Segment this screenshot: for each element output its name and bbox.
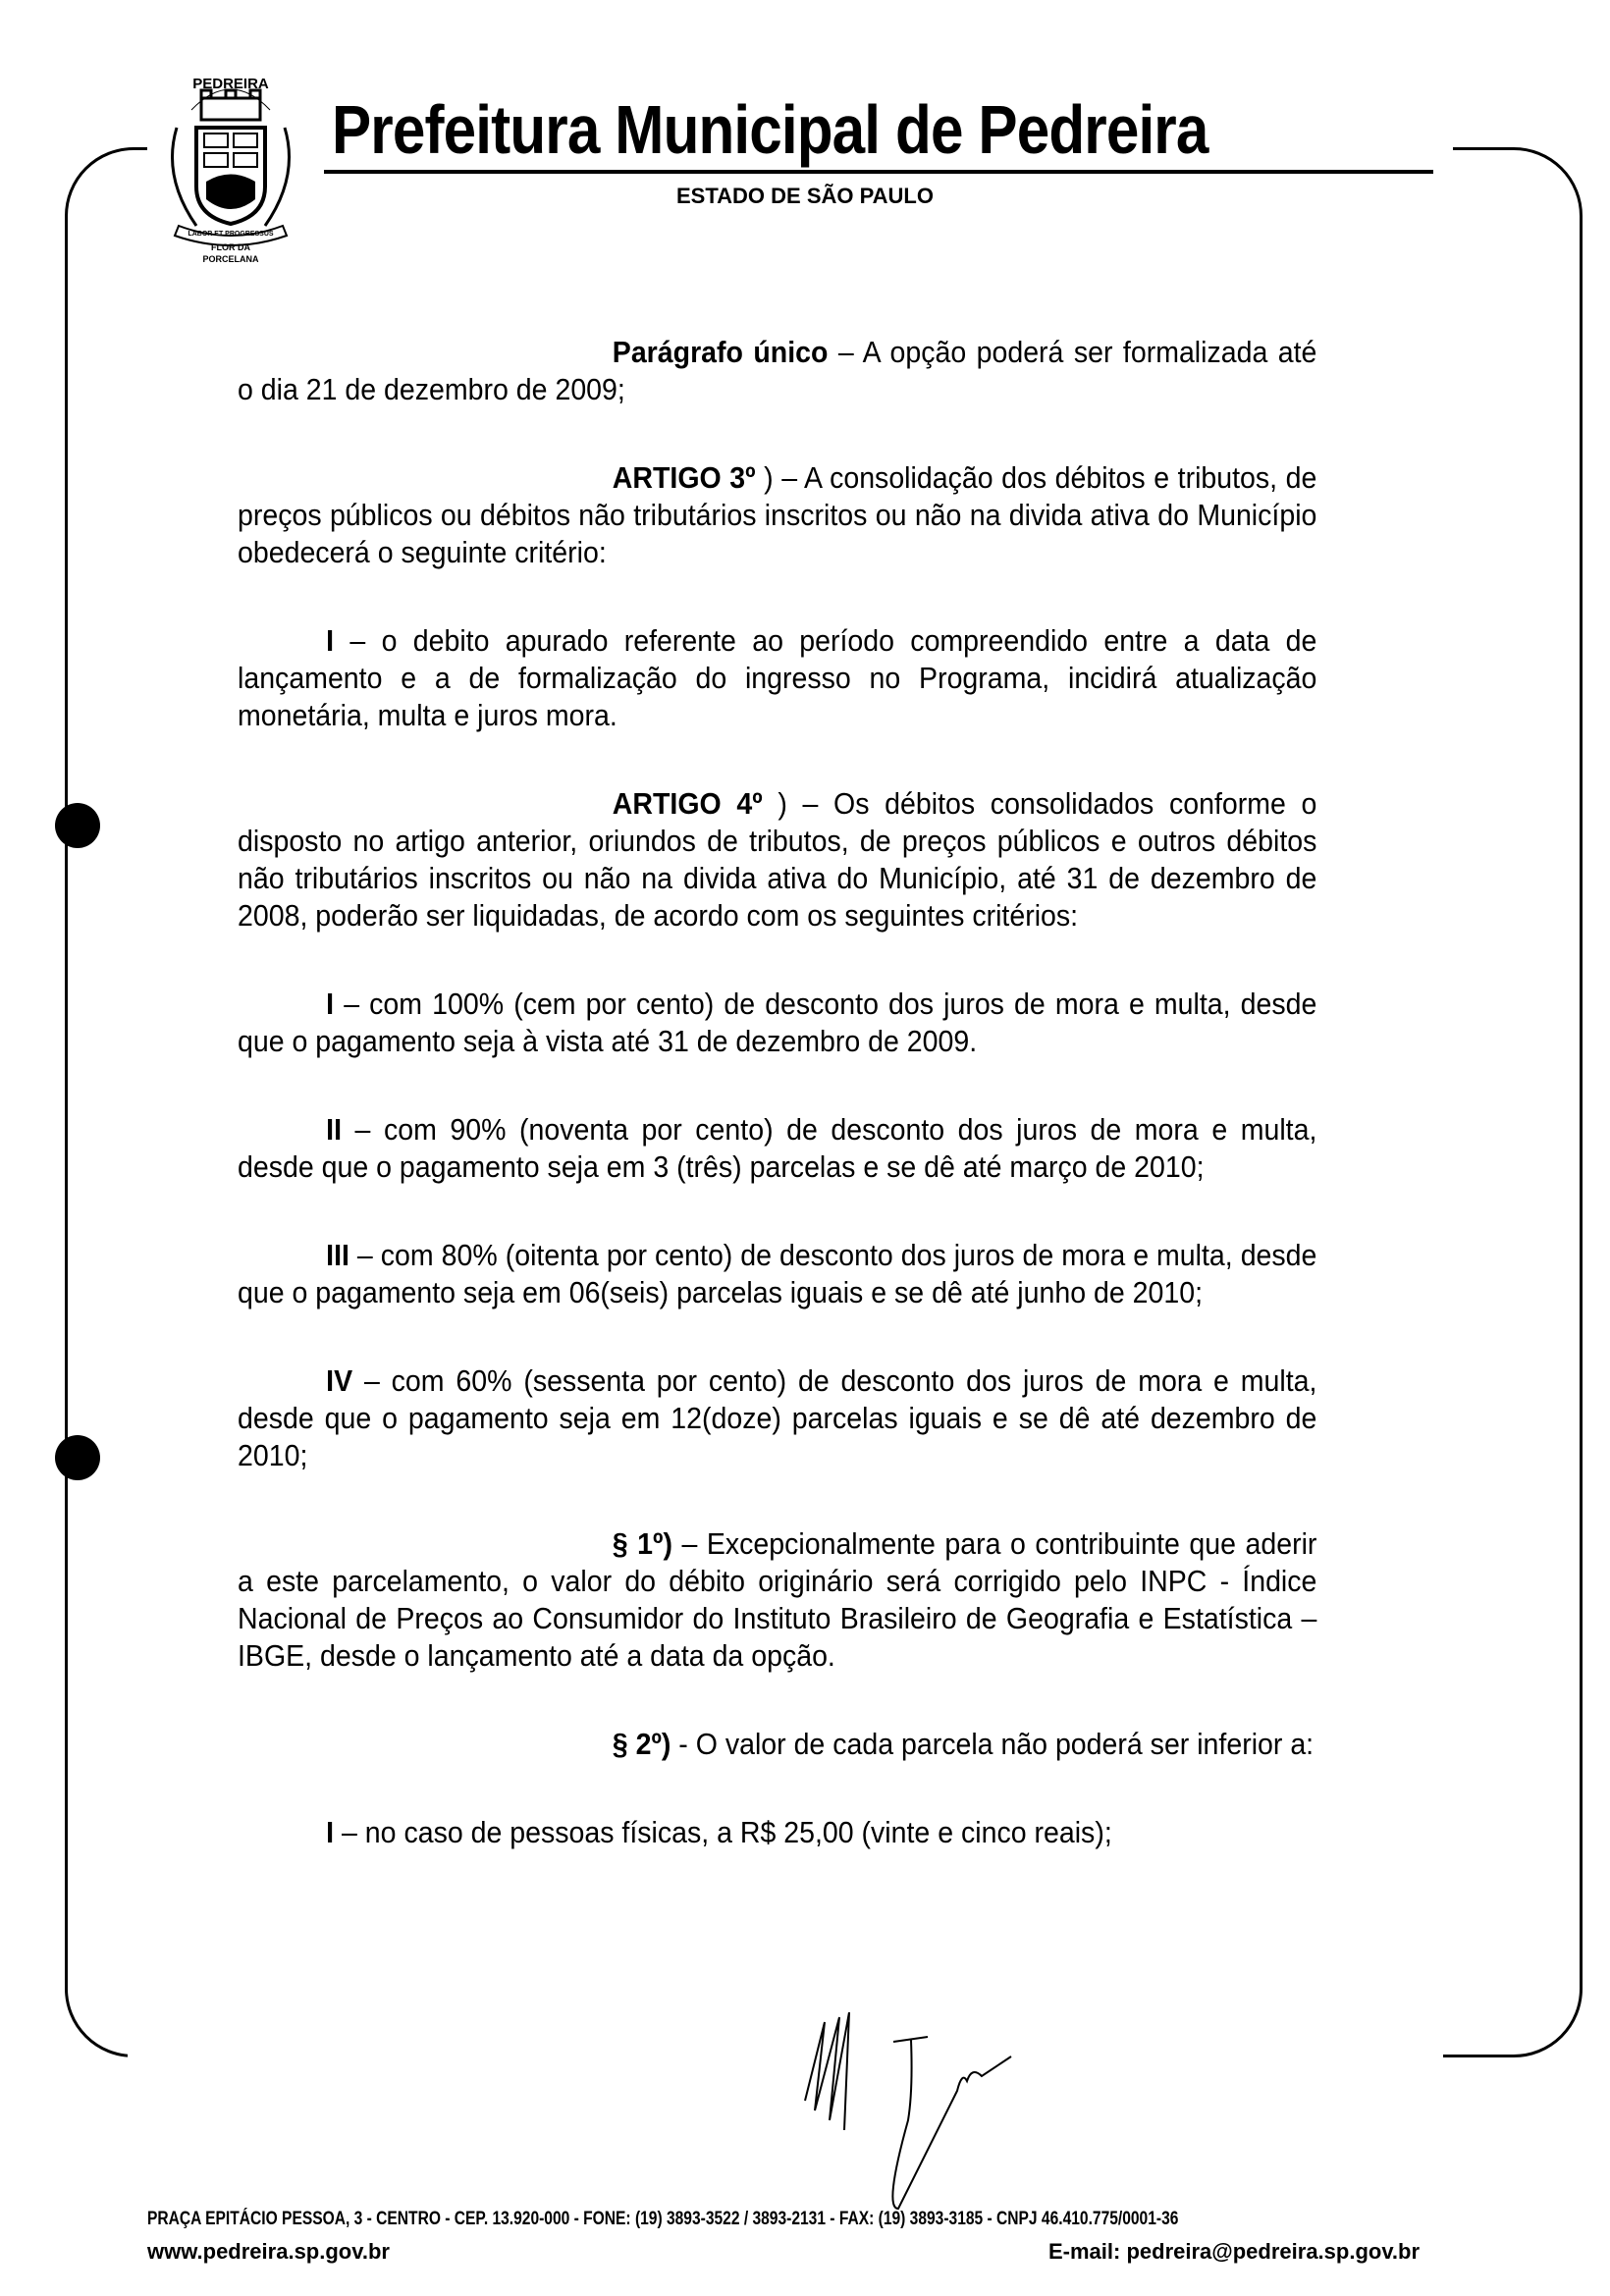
paragraph-text: – com 80% (oitenta por cento) de desconto dos juros de mora e multa, desde que o pagamento seja em 06(seis) parcelas iguais e se dê até junho de 2010; (238, 1238, 1317, 1309)
footer-address: PRAÇA EPITÁCIO PESSOA, 3 - CENTRO - CEP. 13.920-000 - FONE: (19) 3893-3522 / 3893-2131 - FAX: (19) 3893-3185 - CNPJ 46.410.775/0001-36 (147, 2209, 1179, 2229)
svg-text:PEDREIRA: PEDREIRA (192, 76, 269, 92)
header-rule (324, 170, 1433, 174)
svg-text:FLOR DA: FLOR DA (211, 242, 250, 252)
article-3 (238, 459, 1316, 571)
document-body (238, 334, 1316, 1902)
paragraph-text: – com 60% (sessenta por cento) de desconto dos juros de mora e multa, desde que o pagamento seja em 12(doze) parcelas iguais e se dê até dezembro de 2010; (238, 1363, 1317, 1472)
svg-text:LABOR ET PROGRESSUS: LABOR ET PROGRESSUS (188, 231, 274, 238)
article-4-item-4 (238, 1362, 1316, 1474)
paragraph-text: - O valor de cada parcela não poderá ser inferior a: (671, 1727, 1315, 1761)
article-3-item-1 (238, 622, 1316, 734)
paragraph-lead: III (326, 1238, 349, 1272)
paragraph-text: – no caso de pessoas físicas, a R$ 25,00 (vinte e cinco reais); (334, 1815, 1112, 1849)
svg-text:PORCELANA: PORCELANA (202, 254, 259, 264)
punch-hole (55, 1435, 100, 1480)
section-1 (238, 1525, 1316, 1675)
paragraph-lead: § 1º) (612, 1526, 672, 1561)
municipal-crest-logo (157, 59, 304, 265)
section-2 (238, 1726, 1316, 1763)
paragraph-text: – com 100% (cem por cento) de desconto dos juros de mora e multa, desde que o pagamento seja à vista até 31 de dezembro de 2009. (238, 987, 1317, 1058)
paragraph-lead: IV (326, 1363, 353, 1398)
paragraph-lead: Parágrafo único (612, 335, 829, 369)
article-4-item-2 (238, 1111, 1316, 1186)
paragraph-text: – Excepcionalmente para o contribuinte que aderir a este parcelamento, o valor do débito originário será corrigido pelo INPC - Índice Nacional de Preços ao Consumidor do Instituto Brasileiro de Geografia e Estatística – IBGE, desde o lançamento até a data da opção. (238, 1526, 1317, 1673)
header-title: Prefeitura Municipal de Pedreira (332, 91, 1208, 168)
paragraph-text: – o debito apurado referente ao período compreendido entre a data de lançamento e a de formalização do ingresso no Programa, incidirá atualização monetária, multa e juros mora. (238, 623, 1317, 732)
article-4 (238, 785, 1316, 934)
paragraph-unique (238, 334, 1316, 408)
paragraph-lead: II (326, 1112, 343, 1147)
article-4-item-1 (238, 986, 1316, 1060)
article-4-item-3 (238, 1237, 1316, 1311)
handwritten-signature (785, 2012, 1139, 2228)
paragraph-text: ) – A consolidação dos débitos e tributos, de preços públicos ou débitos não tributários inscritos ou não na divida ativa do Município obedecerá o seguinte critério: (238, 460, 1317, 569)
paragraph-lead: I (326, 987, 335, 1021)
paragraph-lead: I (326, 1815, 335, 1849)
paragraph-lead: I (326, 623, 335, 658)
paragraph-text: – A opção poderá ser formalizada até o dia 21 de dezembro de 2009; (238, 335, 1317, 406)
header-subtitle: ESTADO DE SÃO PAULO (676, 184, 934, 208)
punch-hole (55, 803, 100, 848)
paragraph-lead: ARTIGO 4º (612, 786, 763, 821)
paragraph-lead: ARTIGO 3º (612, 460, 756, 495)
paragraph-lead: § 2º) (612, 1727, 671, 1761)
footer-email-link[interactable]: E-mail: pedreira@pedreira.sp.gov.br (1048, 2239, 1421, 2264)
footer-website-link[interactable]: www.pedreira.sp.gov.br (147, 2239, 390, 2264)
paragraph-text: ) – Os débitos consolidados conforme o disposto no artigo anterior, oriundos de tributos, de preços públicos e outros débitos não tributários inscritos ou não na divida ativa do Município, até 31 de dezembro de 2008, poderão ser liquidadas, de acordo com os seguintes critérios: (238, 786, 1317, 933)
paragraph-text: – com 90% (noventa por cento) de desconto dos juros de mora e multa, desde que o pagamento seja em 3 (três) parcelas e se dê até março de 2010; (238, 1112, 1317, 1184)
section-2-item-1 (238, 1814, 1316, 1851)
